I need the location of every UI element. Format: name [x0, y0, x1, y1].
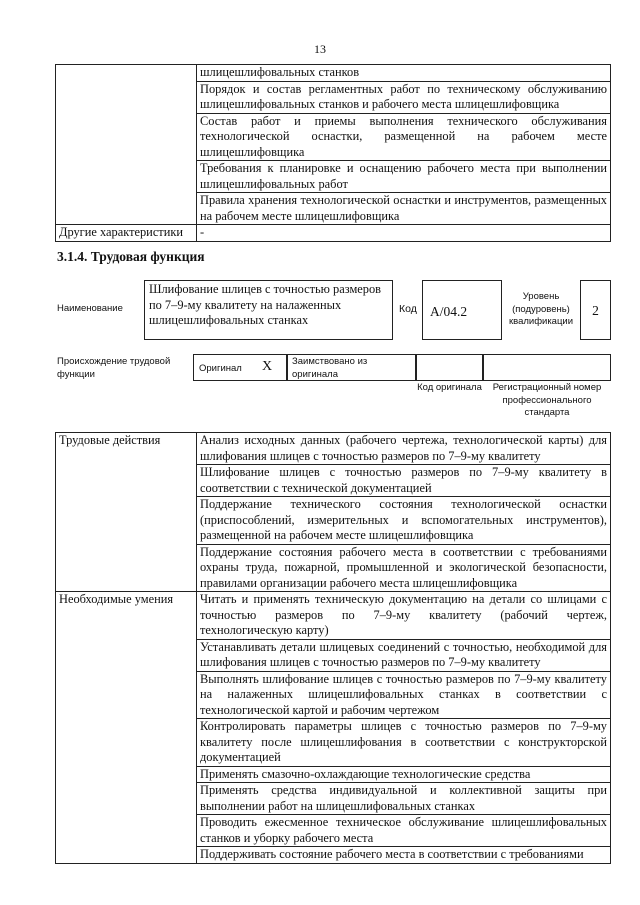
reg-number-cell [483, 354, 611, 381]
original-cell [193, 354, 287, 381]
function-name-box: Шлифование шлицев с точностью размеров по 7–9-му квалитету на налаженных шлицешлифовальных станках [144, 280, 393, 340]
section-heading: 3.1.4. Трудовая функция [57, 249, 205, 264]
row-item-text: - [197, 225, 611, 242]
table-row [56, 433, 611, 465]
row-item-text: Применять средства индивидуальной и коллективной защиты при выполнении работ на шлицешлифовальных станках [197, 783, 611, 815]
reg-number-caption: Регистрационный номер профессионального стандарта [492, 382, 602, 418]
level-box: 2 [580, 280, 611, 340]
row-item-text: Требования к планировке и оснащению рабочего места при выполнении шлицешлифовальных работ [197, 161, 611, 193]
row-item-text: Выполнять шлифование шлицев с точностью размеров по 7–9-му квалитету на налаженных шлицешлифовальных станках в соответствии с технологической картой и рабочим чертежом [197, 671, 611, 719]
level-label: Уровень (подуровень) квалификации [508, 291, 574, 327]
code-original-cell [416, 354, 483, 381]
original-label: Оригинал [199, 363, 242, 374]
row-category-label: Необходимые умения [56, 592, 197, 864]
row-item-text: Проводить ежесменное техническое обслуживание шлицешлифовальных станков и уборку рабочего места [197, 815, 611, 847]
row-item-text: Поддерживать состояние рабочего места в соответствии с требованиями [197, 847, 611, 864]
row-item-text: Поддержание состояния рабочего места в соответствии с требованиями охраны труда, пожарной, промышленной и экологической безопасности, правилами организации рабочего места шлицешлифовщика [197, 544, 611, 592]
row-category-label: Другие характеристики [56, 225, 197, 242]
borrowed-label: Заимствовано из оригинала [292, 356, 368, 380]
row-item-text: Устанавливать детали шлицевых соединений с точностью, необходимой для шлифования шлицев с точностью размеров по 7–9-му квалитету [197, 639, 611, 671]
row-item-text: Контролировать параметры шлицев с точностью размеров по 7–9-му квалитету после шлицешлифования в соответствии с конструкторской документацией [197, 719, 611, 767]
origin-label: Происхождение трудовой функции [57, 356, 171, 380]
row-item-text: шлицешлифовальных станков [197, 65, 611, 82]
function-code-box: А/04.2 [422, 280, 502, 340]
labor-function-table [55, 432, 611, 864]
code-label: Код [399, 303, 417, 315]
row-item-text: Применять смазочно-охлаждающие технологические средства [197, 766, 611, 783]
table-row [56, 65, 611, 82]
table-row [56, 225, 611, 242]
page-number: 13 [314, 42, 326, 56]
row-item-text: Поддержание технического состояния технологической оснастки (приспособлений, измерительных и вспомогательных инструментов), размещенной на рабочем месте шлицешлифовщика [197, 497, 611, 545]
row-item-text: Правила хранения технологической оснастки и инструментов, размещенных на рабочем месте шлицешлифовщика [197, 193, 611, 225]
row-item-text: Анализ исходных данных (рабочего чертежа, технологической карты) для шлифования шлицев с точностью размеров по 7–9-му квалитету [197, 433, 611, 465]
table-row [56, 592, 611, 640]
name-label: Наименование [57, 303, 123, 314]
knowledge-table-continuation [55, 64, 611, 242]
row-item-text: Шлифование шлицев с точностью размеров по 7–9-му квалитету в соответствии с технической документацией [197, 465, 611, 497]
row-category-label: Трудовые действия [56, 433, 197, 592]
borrowed-cell [287, 354, 416, 381]
row-item-text: Состав работ и приемы выполнения технического обслуживания технологической оснастки, размещенной на рабочем месте шлицешлифовщика [197, 113, 611, 161]
row-category-label [56, 65, 197, 225]
row-item-text: Читать и применять техническую документацию на детали со шлицами с точностью размеров по 7–9-му квалитету (рабочий чертеж, технологическую карту) [197, 592, 611, 640]
original-mark: X [262, 359, 273, 374]
row-item-text: Порядок и состав регламентных работ по техническому обслуживанию шлицешлифовальных станков и рабочего места шлицешлифовщика [197, 81, 611, 113]
code-original-caption: Код оригинала [417, 382, 482, 393]
